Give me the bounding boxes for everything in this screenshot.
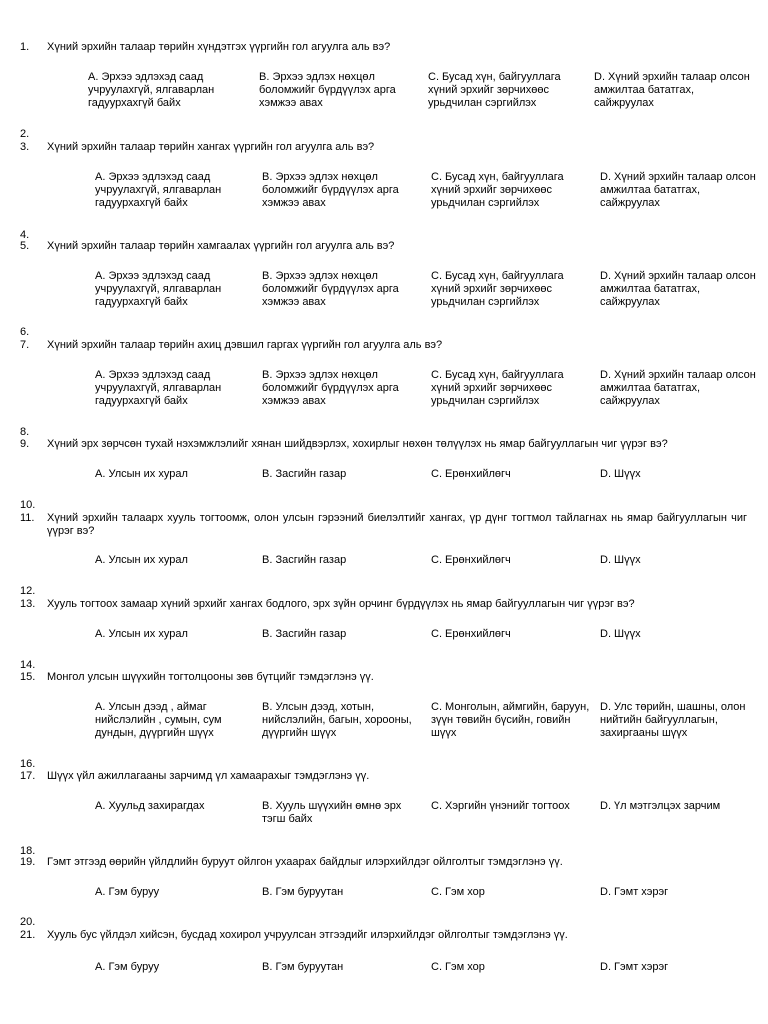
question-number: 7.: [20, 339, 30, 351]
question-number: 17.: [20, 770, 36, 782]
question-number: 1.: [20, 41, 30, 53]
answer-option-d[interactable]: D. Хүний эрхийн талаар олсон амжилтаа бататгах, сайжруулах: [600, 270, 756, 308]
answer-option-a[interactable]: А. Эрхээ эдлэхэд саад учруулахгүй, ялгаварлан гадуурхахгүй байх: [95, 369, 222, 407]
question-number: 12.: [20, 585, 36, 597]
answer-option-d[interactable]: D. Шүүх: [600, 468, 641, 480]
answer-option-c[interactable]: С. Гэм хор: [431, 961, 485, 973]
answer-option-b[interactable]: В. Эрхээ эдлэх нөхцөл боломжийг бүрдүүлэх арга хэмжээ авах: [259, 71, 396, 109]
answer-option-c[interactable]: С. Бусад хүн, байгууллага хүний эрхийг зөрчихөөс урьдчилан сэргийлэх: [431, 270, 564, 308]
answer-option-a[interactable]: А. Улсын их хурал: [95, 468, 188, 480]
answer-option-a[interactable]: А. Эрхээ эдлэхэд саад учруулахгүй, ялгаварлан гадуурхахгүй байх: [95, 171, 222, 209]
answer-option-c[interactable]: С. Бусад хүн, байгууллага хүний эрхийг зөрчихөөс урьдчилан сэргийлэх: [431, 171, 564, 209]
question-text: Хүний эрхийн талаар төрийн хангах үүргийн гол агуулга аль вэ?: [47, 141, 375, 153]
answer-option-b[interactable]: В. Хууль шүүхийн өмнө эрх тэгш байх: [262, 800, 402, 825]
question-number: 10.: [20, 499, 36, 511]
answer-option-d[interactable]: D. Үл мэтгэлцэх зарчим: [600, 800, 721, 812]
question-number: 4.: [20, 229, 30, 241]
answer-option-b[interactable]: В. Эрхээ эдлэх нөхцөл боломжийг бүрдүүлэх арга хэмжээ авах: [262, 270, 399, 308]
answer-option-d[interactable]: D. Гэмт хэрэг: [600, 961, 669, 973]
question-text: Монгол улсын шүүхийн тогтолцооны зөв бүтцийг тэмдэглэнэ үү.: [47, 671, 374, 683]
question-text: Шүүх үйл ажиллагааны зарчимд үл хамаарахыг тэмдэглэнэ үү.: [47, 770, 370, 782]
answer-option-b[interactable]: В. Засгийн газар: [262, 554, 347, 566]
answer-option-b[interactable]: В. Засгийн газар: [262, 468, 347, 480]
answer-option-c[interactable]: С. Хэргийн үнэнийг тогтоох: [431, 800, 570, 812]
answer-option-a[interactable]: А. Эрхээ эдлэхэд саад учруулахгүй, ялгаварлан гадуурхахгүй байх: [95, 270, 222, 308]
answer-option-c[interactable]: С. Бусад хүн, байгууллага хүний эрхийг зөрчихөөс урьдчилан сэргийлэх: [428, 71, 561, 109]
answer-option-d[interactable]: D. Хүний эрхийн талаар олсон амжилтаа бататгах, сайжруулах: [600, 369, 756, 407]
question-text: Хүний эрхийн талаарх хууль тогтоомж, олон улсын гэрээний биелэлтийг хангах, үр дүнг тогтмол тайлагнах нь ямар байгууллагын чиг үүрэг вэ?: [47, 512, 747, 537]
answer-option-b[interactable]: В. Эрхээ эдлэх нөхцөл боломжийг бүрдүүлэх арга хэмжээ авах: [262, 369, 399, 407]
question-number: 9.: [20, 438, 30, 450]
question-text: Хууль бус үйлдэл хийсэн, бусдад хохирол учруулсан этгээдийг илэрхийлдэг ойлголтыг тэмдэглэнэ үү.: [47, 929, 568, 941]
question-number: 20.: [20, 916, 36, 928]
answer-option-b[interactable]: В. Засгийн газар: [262, 628, 347, 640]
answer-option-c[interactable]: С. Ерөнхийлөгч: [431, 468, 511, 480]
question-number: 2.: [20, 128, 30, 140]
answer-option-d[interactable]: D. Хүний эрхийн талаар олсон амжилтаа бататгах, сайжруулах: [594, 71, 750, 109]
answer-option-a[interactable]: А. Эрхээ эдлэхэд саад учруулахгүй, ялгаварлан гадуурхахгүй байх: [88, 71, 215, 109]
answer-option-d[interactable]: D. Хүний эрхийн талаар олсон амжилтаа бататгах, сайжруулах: [600, 171, 756, 209]
question-number: 15.: [20, 671, 36, 683]
question-number: 16.: [20, 758, 36, 770]
question-number: 18.: [20, 845, 36, 857]
answer-option-c[interactable]: С. Бусад хүн, байгууллага хүний эрхийг зөрчихөөс урьдчилан сэргийлэх: [431, 369, 564, 407]
answer-option-a[interactable]: А. Гэм буруу: [95, 886, 160, 898]
question-number: 6.: [20, 326, 30, 338]
question-number: 13.: [20, 598, 36, 610]
question-text: Хууль тогтоох замаар хүний эрхийг хангах бодлого, эрх зүйн орчинг бүрдүүлэх нь ямар байгууллагын чиг үүрэг вэ?: [47, 598, 635, 610]
question-number: 19.: [20, 856, 36, 868]
question-number: 3.: [20, 141, 30, 153]
answer-option-b[interactable]: В. Гэм буруутан: [262, 886, 344, 898]
answer-option-a[interactable]: А. Улсын их хурал: [95, 554, 188, 566]
question-number: 5.: [20, 240, 30, 252]
question-text: Хүний эрхийн талаар төрийн ахиц дэвшил гаргах үүргийн гол агуулга аль вэ?: [47, 339, 443, 351]
question-text: Гэмт этгээд өөрийн үйлдлийн буруут ойлгон ухаарах байдлыг илэрхийлдэг ойлголтыг тэмдэглэнэ үү.: [47, 856, 563, 868]
answer-option-a[interactable]: А. Улсын дээд , аймаг нийслэлийн , сумын, сум дундын, дүүргийн шүүх: [95, 701, 222, 739]
answer-option-d[interactable]: D. Гэмт хэрэг: [600, 886, 669, 898]
question-number: 21.: [20, 929, 36, 941]
answer-option-a[interactable]: А. Хуульд захирагдах: [95, 800, 205, 812]
answer-option-c[interactable]: С. Ерөнхийлөгч: [431, 628, 511, 640]
question-text: Хүний эрхийн талаар төрийн хамгаалах үүргийн гол агуулга аль вэ?: [47, 240, 395, 252]
answer-option-a[interactable]: А. Гэм буруу: [95, 961, 160, 973]
answer-option-b[interactable]: В. Улсын дээд, хотын, нийслэлийн, багын, хорооны, дүүргийн шүүх: [262, 701, 412, 739]
answer-option-b[interactable]: В. Эрхээ эдлэх нөхцөл боломжийг бүрдүүлэх арга хэмжээ авах: [262, 171, 399, 209]
answer-option-c[interactable]: С. Монголын, аймгийн, баруун, зүүн төвийн бүсийн, говийн шүүх: [431, 701, 590, 739]
answer-option-b[interactable]: В. Гэм буруутан: [262, 961, 344, 973]
answer-option-c[interactable]: С. Ерөнхийлөгч: [431, 554, 511, 566]
question-text: Хүний эрхийн талаар төрийн хүндэтгэх үүргийн гол агуулга аль вэ?: [47, 41, 391, 53]
answer-option-d[interactable]: D. Улс төрийн, шашны, олон нийтийн байгууллагын, захиргааны шүүх: [600, 701, 746, 739]
question-number: 8.: [20, 426, 30, 438]
question-number: 11.: [20, 512, 35, 524]
question-number: 14.: [20, 659, 36, 671]
answer-option-d[interactable]: D. Шүүх: [600, 554, 641, 566]
question-text: Хүний эрх зөрчсөн тухай нэхэмжлэлийг хянан шийдвэрлэх, хохирлыг нөхөн төлүүлэх нь ямар байгууллагын чиг үүрэг вэ?: [47, 438, 668, 450]
answer-option-d[interactable]: D. Шүүх: [600, 628, 641, 640]
answer-option-a[interactable]: А. Улсын их хурал: [95, 628, 188, 640]
answer-option-c[interactable]: С. Гэм хор: [431, 886, 485, 898]
